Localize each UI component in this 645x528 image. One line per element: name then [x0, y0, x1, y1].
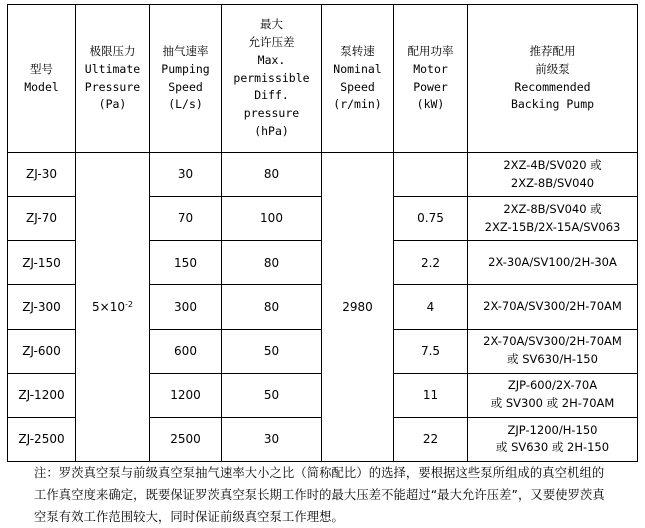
diff-pressure-cell: 30 [222, 417, 322, 461]
motor-power-cell: 0.75 [394, 197, 468, 241]
diff-pressure-cell: 80 [222, 285, 322, 329]
backing-pump-cell: 2X-70A/SV300/2H-70AM 或 SV630/H-150 [468, 329, 638, 373]
backing-pump-cell: 2X-70A/SV300/2H-70AM [468, 285, 638, 329]
pumping-speed-cell: 70 [150, 197, 222, 241]
spec-table [7, 4, 638, 462]
motor-power-cell: 7.5 [394, 329, 468, 373]
pumping-speed-cell: 150 [150, 241, 222, 285]
pumping-speed-cell: 600 [150, 329, 222, 373]
backing-pump-cell: 2XZ-8B/SV040 或 2XZ-15B/2X-15A/SV063 [468, 197, 638, 241]
model-cell: ZJ-70 [8, 197, 76, 241]
ultimate-pressure-cell: $5\times 10^{-2}$ [76, 153, 150, 462]
backing-pump-cell: ZJP-1200/H-150 或 SV630 或 2H-150 [468, 417, 638, 461]
diff-pressure-cell: 80 [222, 153, 322, 197]
pumping-speed-cell: 2500 [150, 417, 222, 461]
header-backing-pump: 推荐配用 前级泵 Recommended Backing Pump [468, 5, 638, 153]
model-cell: ZJ-150 [8, 241, 76, 285]
motor-power-cell: 4 [394, 285, 468, 329]
header-row [8, 5, 638, 153]
header-ultimate-pressure: 极限压力 Ultimate Pressure (Pa) [76, 5, 150, 153]
model-cell: ZJ-600 [8, 329, 76, 373]
diff-pressure-cell: 50 [222, 373, 322, 417]
motor-power-cell: 2.2 [394, 241, 468, 285]
diff-pressure-cell: 100 [222, 197, 322, 241]
motor-power-cell: 22 [394, 417, 468, 461]
header-model: 型号 Model [8, 5, 76, 153]
pumping-speed-cell: 300 [150, 285, 222, 329]
model-cell: ZJ-1200 [8, 373, 76, 417]
pumping-speed-cell: 30 [150, 153, 222, 197]
backing-pump-cell: 2XZ-4B/SV020 或 2XZ-8B/SV040 [468, 153, 638, 197]
model-cell: ZJ-2500 [8, 417, 76, 461]
header-pumping-speed: 抽气速率 Pumping Speed (L/s) [150, 5, 222, 153]
header-max-diff-pressure: 最大 允许压差 Max. permissible Diff. pressure (hPa) [222, 5, 322, 153]
backing-pump-cell: ZJP-600/2X-70A 或 SV300 或 2H-70AM [468, 373, 638, 417]
diff-pressure-cell: 50 [222, 329, 322, 373]
model-cell: ZJ-30 [8, 153, 76, 197]
pumping-speed-cell: 1200 [150, 373, 222, 417]
nominal-speed-cell: 2980 [322, 153, 394, 462]
table-row [8, 153, 638, 197]
header-motor-power: 配用功率 Motor Power (kW) [394, 5, 468, 153]
motor-power-cell [394, 153, 468, 197]
header-nominal-speed: 泵转速 Nominal Speed (r/min) [322, 5, 394, 153]
backing-pump-cell: 2X-30A/SV100/2H-30A [468, 241, 638, 285]
model-cell: ZJ-300 [8, 285, 76, 329]
diff-pressure-cell: 80 [222, 241, 322, 285]
footnote: 注：罗茨真空泵与前级真空泵抽气速率大小之比（简称配比）的选择，要根据这些泵所组成的真空机组的工作真空度来确定，既要保证罗茨真空泵长期工作时的最大压差不能超过“最大允许压差”，又要使罗茨真空泵有效工作范围较大，同时保证前级真空泵工作理想。 [34, 466, 605, 524]
motor-power-cell: 11 [394, 373, 468, 417]
